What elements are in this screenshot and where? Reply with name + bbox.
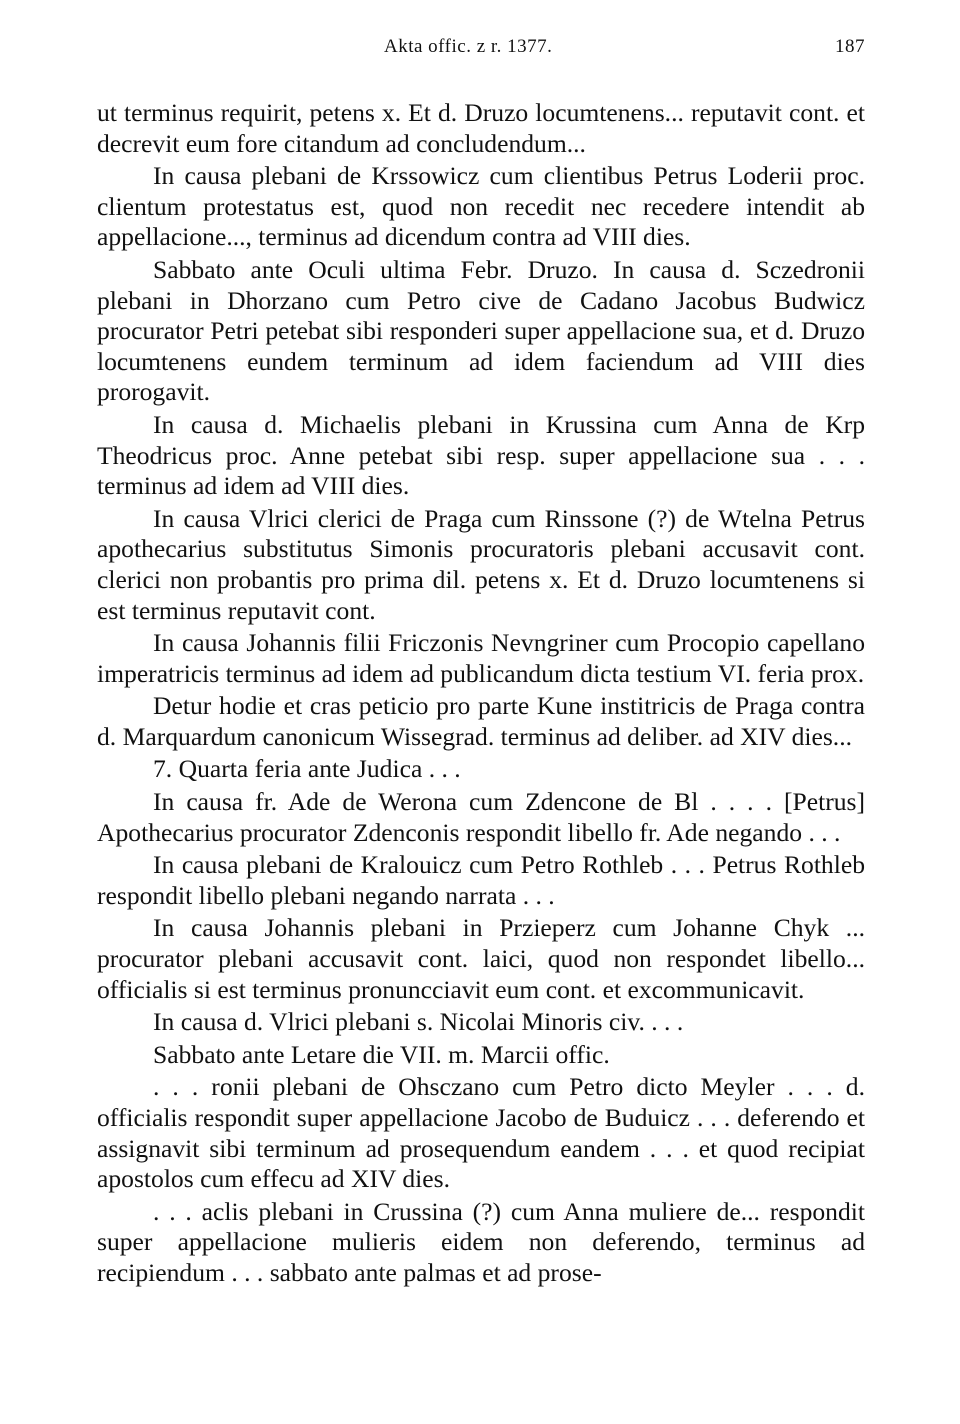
running-header <box>97 36 865 68</box>
document-page <box>97 36 865 1291</box>
document-body <box>97 98 865 1289</box>
paragraph: Detur hodie et cras peticio pro parte Kune institricis de Praga contra d. Marquardum canonicum Wissegrad. terminus ad deliber. ad XIV dies... <box>97 691 865 751</box>
paragraph: In causa d. Vlrici plebani s. Nicolai Minoris civ. . . . <box>153 1007 684 1037</box>
paragraph: In causa fr. Ade de Werona cum Zdencone de Bl . . . . [Petrus] Apothecarius procurator Zdenconis respondit libello fr. Ade negando . . . <box>97 787 865 847</box>
paragraph: ut terminus requirit, petens x. Et d. Druzo locumtenens... reputavit cont. et decrevit eum fore citandum ad concludendum... <box>97 98 865 158</box>
paragraph: In causa d. Michaelis plebani in Krussina cum Anna de Krp Theodricus proc. Anne petebat sibi resp. super appellacione sua . . . terminus ad idem ad VIII dies. <box>97 409 865 501</box>
paragraph: In causa Vlrici clerici de Praga cum Rinssone (?) de Wtelna Petrus apothecarius substitutus Simonis procuratoris plebani accusavit cont. clerici non probantis pro prima dil. petens x. Et d. Druzo locumtenens si est terminus reputavit cont. <box>97 503 865 625</box>
running-title: Akta offic. z r. 1377. <box>384 36 553 57</box>
paragraph: . . . aclis plebani in Crussina (?) cum Anna muliere de... respondit super appellacione mulieris eidem non deferendo, terminus ad recipiendum . . . sabbato ante palmas et ad prose- <box>97 1196 865 1287</box>
paragraph: In causa plebani de Kralouicz cum Petro Rothleb . . . Petrus Rothleb respondit libello plebani negando narrata . . . <box>97 850 865 910</box>
paragraph: In causa Johannis filii Friczonis Nevngriner cum Procopio capellano imperatricis terminus ad idem ad publicandum dicta testium VI. feria prox. <box>97 628 865 688</box>
paragraph: . . . ronii plebani de Ohsczano cum Petro dicto Meyler . . . d. officialis respondit super appellacione Jacobo de Buduicz . . . deferendo et assignavit sibi terminum ad prosequendum eandem . . . et quod recipiat apostolos cum effecu ad XIV dies. <box>97 1072 865 1194</box>
paragraph: Sabbato ante Letare die VII. m. Marcii offic. <box>153 1039 610 1069</box>
paragraph: Sabbato ante Oculi ultima Febr. Druzo. In causa d. Sczedronii plebani in Dhorzano cum Petro cive de Cadano Jacobus Budwicz procurator Petri petebat sibi responderi super appellacione sua, et d. Druzo locumtenens eundem terminum ad idem faciendum ad VIII dies prorogavit. <box>97 254 865 407</box>
page-number: 187 <box>835 36 865 57</box>
paragraph: 7. Quarta feria ante Judica . . . <box>153 754 461 784</box>
paragraph: In causa Johannis plebani in Przieperz cum Johanne Chyk ... procurator plebani accusavit cont. laici, quod non respondet libello... officialis si est terminus pronuncciavit eum cont. et excommunicavit. <box>97 913 865 1004</box>
paragraph: In causa plebani de Krssowicz cum clientibus Petrus Loderii proc. clientum protestatus est, quod non recedit nec recedere intendit ab appellacione..., terminus ad dicendum contra ad VIII dies. <box>97 161 865 252</box>
